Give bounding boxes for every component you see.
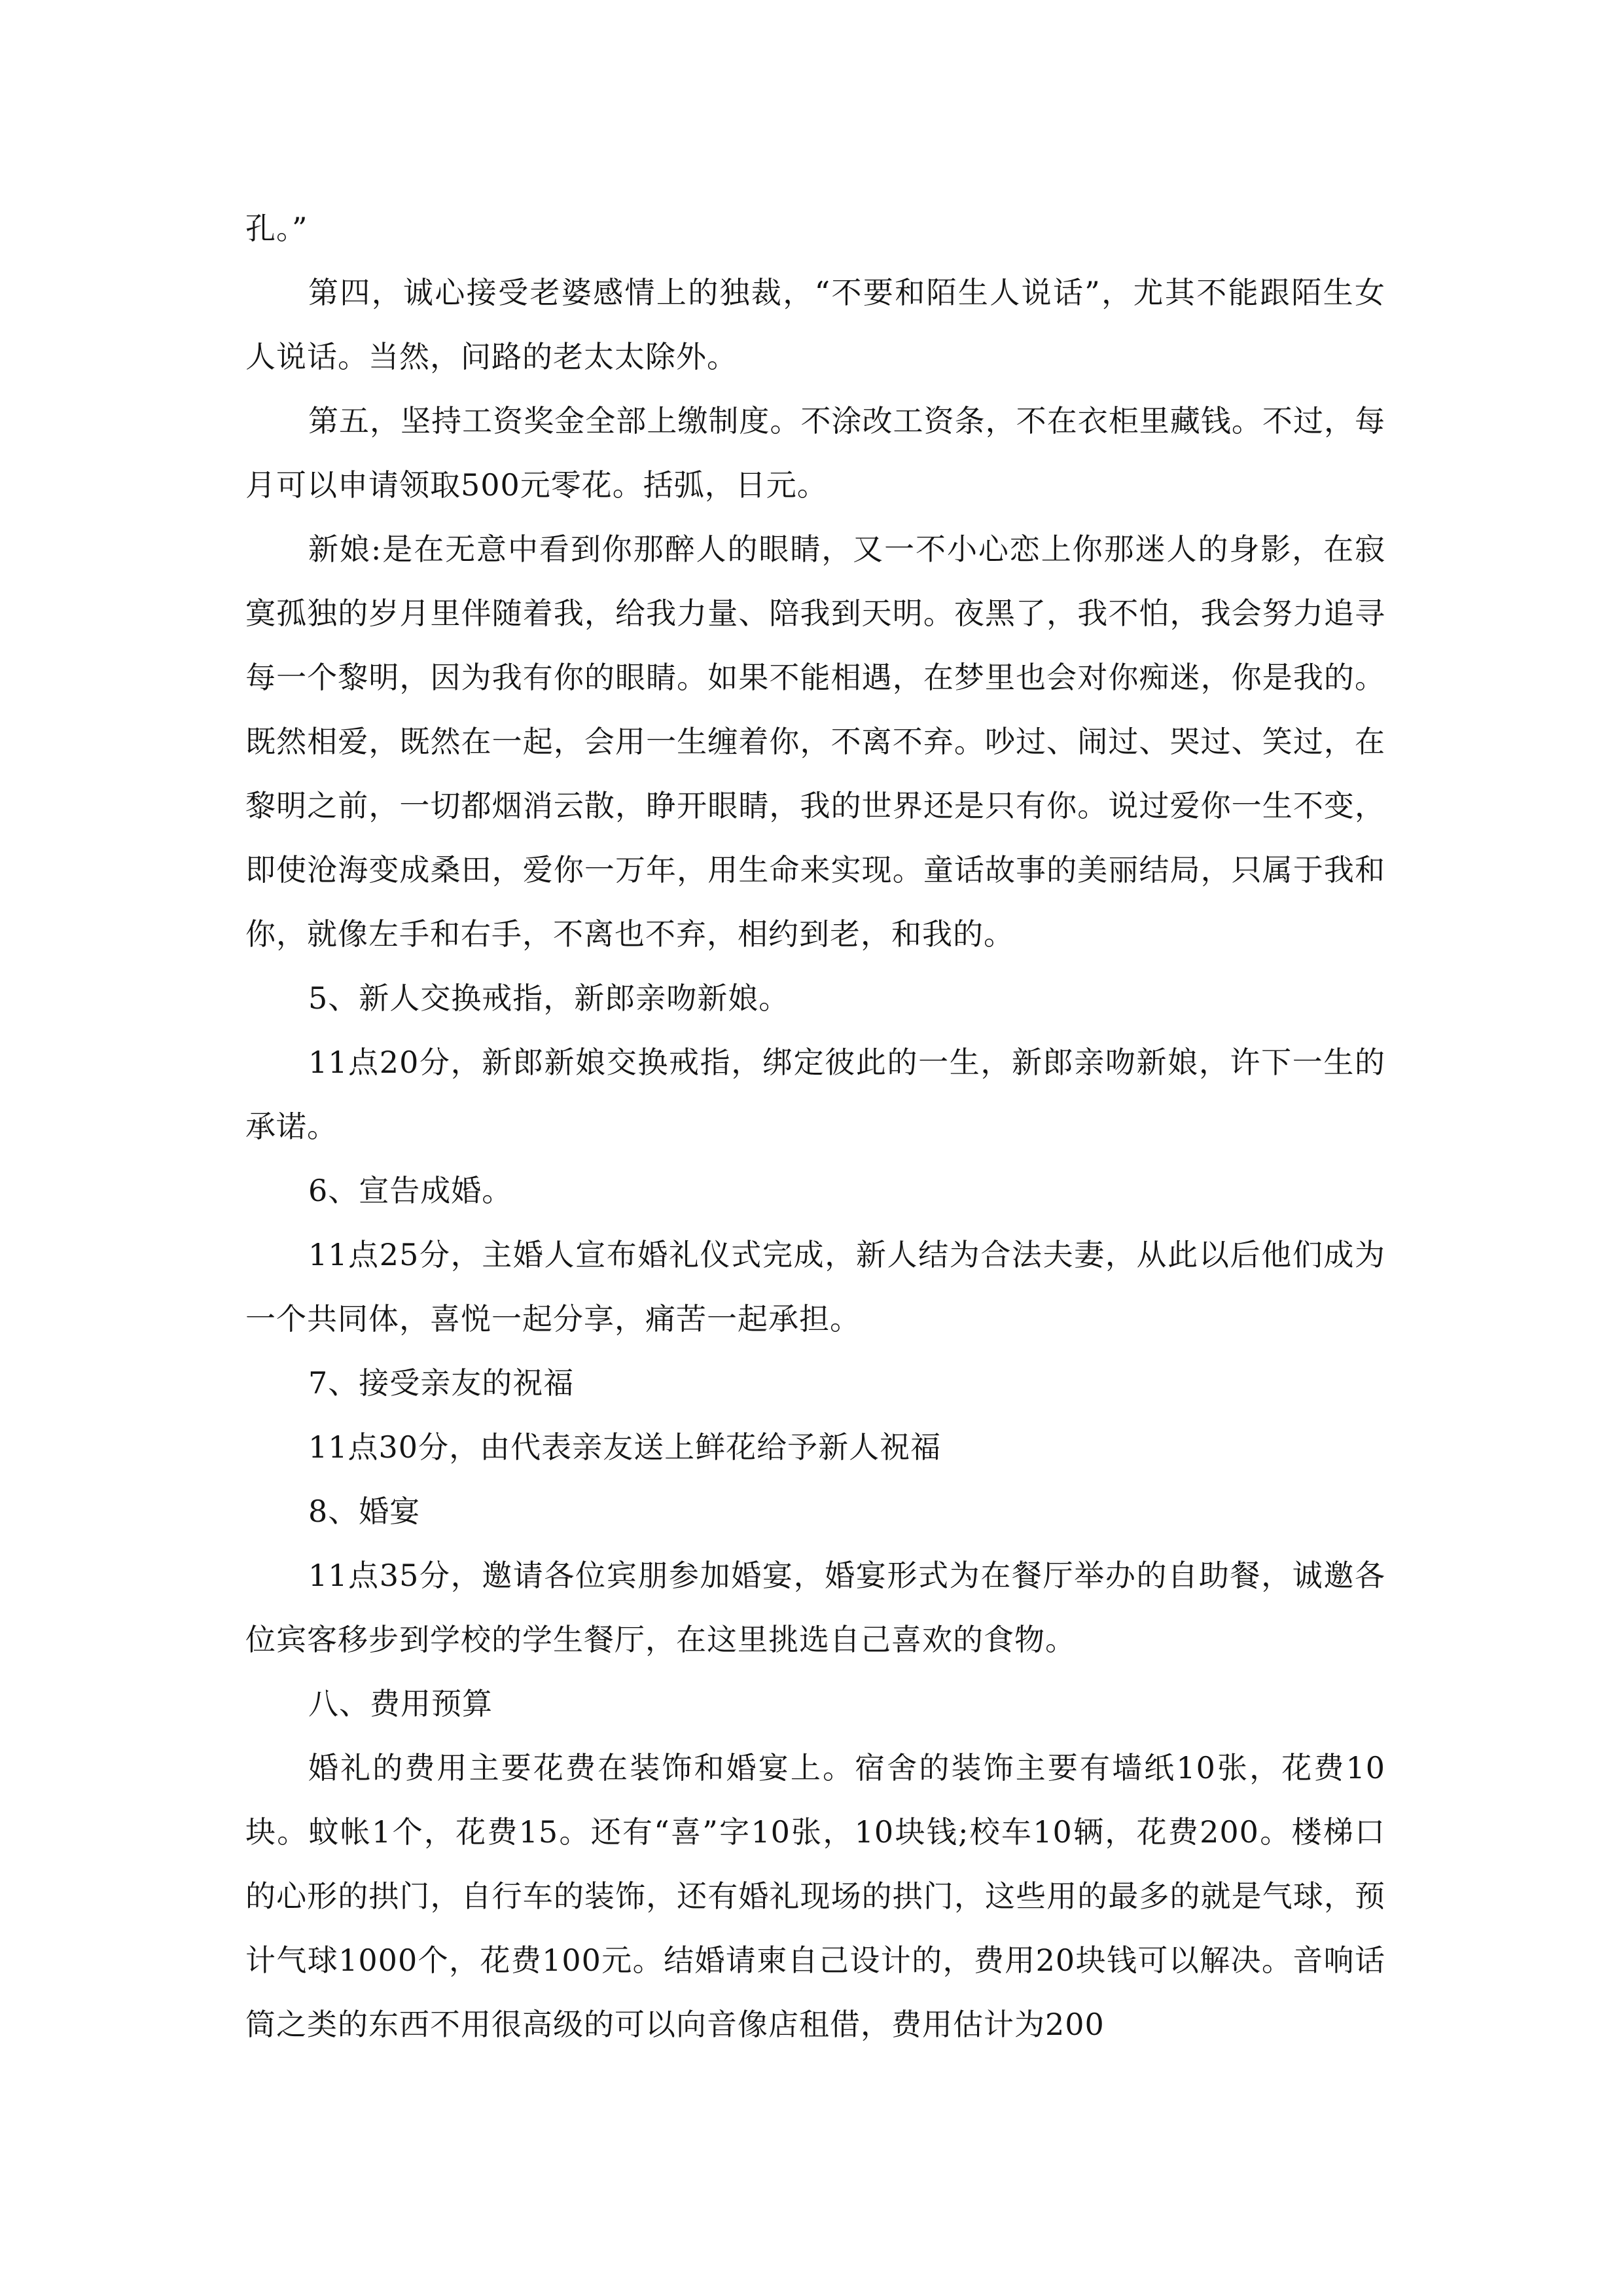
paragraph-announce: 11点25分，主婚人宣布婚礼仪式完成，新人结为合法夫妻，从此以后他们成为一个共同体，喜悦一起分享，痛苦一起承担。: [245, 1237, 1385, 1336]
paragraph-bride-vow: 新娘:是在无意中看到你那醉人的眼睛，又一不小心恋上你那迷人的身影，在寂寞孤独的岁月里伴随着我，给我力量、陪我到天明。夜黑了，我不怕，我会努力追寻每一个黎明，因为我有你的眼睛。如果不能相遇，在梦里也会对你痴迷，你是我的。既然相爱，既然在一起，会用一生缠着你，不离不弃。吵过、闹过、哭过、笑过，在黎明之前，一切都烟消云散，睁开眼睛，我的世界还是只有你。说过爱你一生不变，即使沧海变成桑田，爱你一万年，用生命来实现。童话故事的美丽结局，只属于我和你，就像左手和右手，不离也不弃，相约到老，和我的。: [245, 531, 1385, 952]
paragraph-rule-five: 第五，坚持工资奖金全部上缴制度。不涂改工资条，不在衣柜里藏钱。不过，每月可以申请领取500元零花。括弧，日元。: [245, 403, 1385, 503]
section-heading-blessings: 7、接受亲友的祝福: [308, 1365, 575, 1401]
paragraph-continuation: 孔。”: [245, 211, 308, 246]
paragraph-budget: 婚礼的费用主要花费在装饰和婚宴上。宿舍的装饰主要有墙纸10张，花费10块。蚊帐1个，花费15。还有“喜”字10张，10块钱;校车10辆，花费200。楼梯口的心形的拱门，自行车的装饰，还有婚礼现场的拱门，这些用的最多的就是气球，预计气球1000个，花费100元。结婚请柬自己设计的，费用20块钱可以解决。音响话筒之类的东西不用很高级的可以向音像店租借，费用估计为200: [245, 1750, 1385, 2042]
paragraph-rings: 11点20分，新郎新娘交换戒指，绑定彼此的一生，新郎亲吻新娘，许下一生的承诺。: [245, 1045, 1385, 1144]
section-heading-rings: 5、新人交换戒指，新郎亲吻新娘。: [308, 980, 790, 1016]
section-heading-banquet: 8、婚宴: [308, 1494, 421, 1529]
paragraph-blessings: 11点30分，由代表亲友送上鲜花给予新人祝福: [308, 1429, 942, 1465]
section-heading-announce: 6、宣告成婚。: [308, 1173, 513, 1208]
section-heading-budget: 八、费用预算: [308, 1686, 493, 1721]
paragraph-banquet: 11点35分，邀请各位宾朋参加婚宴，婚宴形式为在餐厅举办的自助餐，诚邀各位宾客移步到学校的学生餐厅，在这里挑选自己喜欢的食物。: [245, 1558, 1385, 1657]
paragraph-rule-four: 第四，诚心接受老婆感情上的独裁，“不要和陌生人说话”，尤其不能跟陌生女人说话。当然，问路的老太太除外。: [245, 275, 1385, 374]
document-body: [245, 196, 1385, 2056]
